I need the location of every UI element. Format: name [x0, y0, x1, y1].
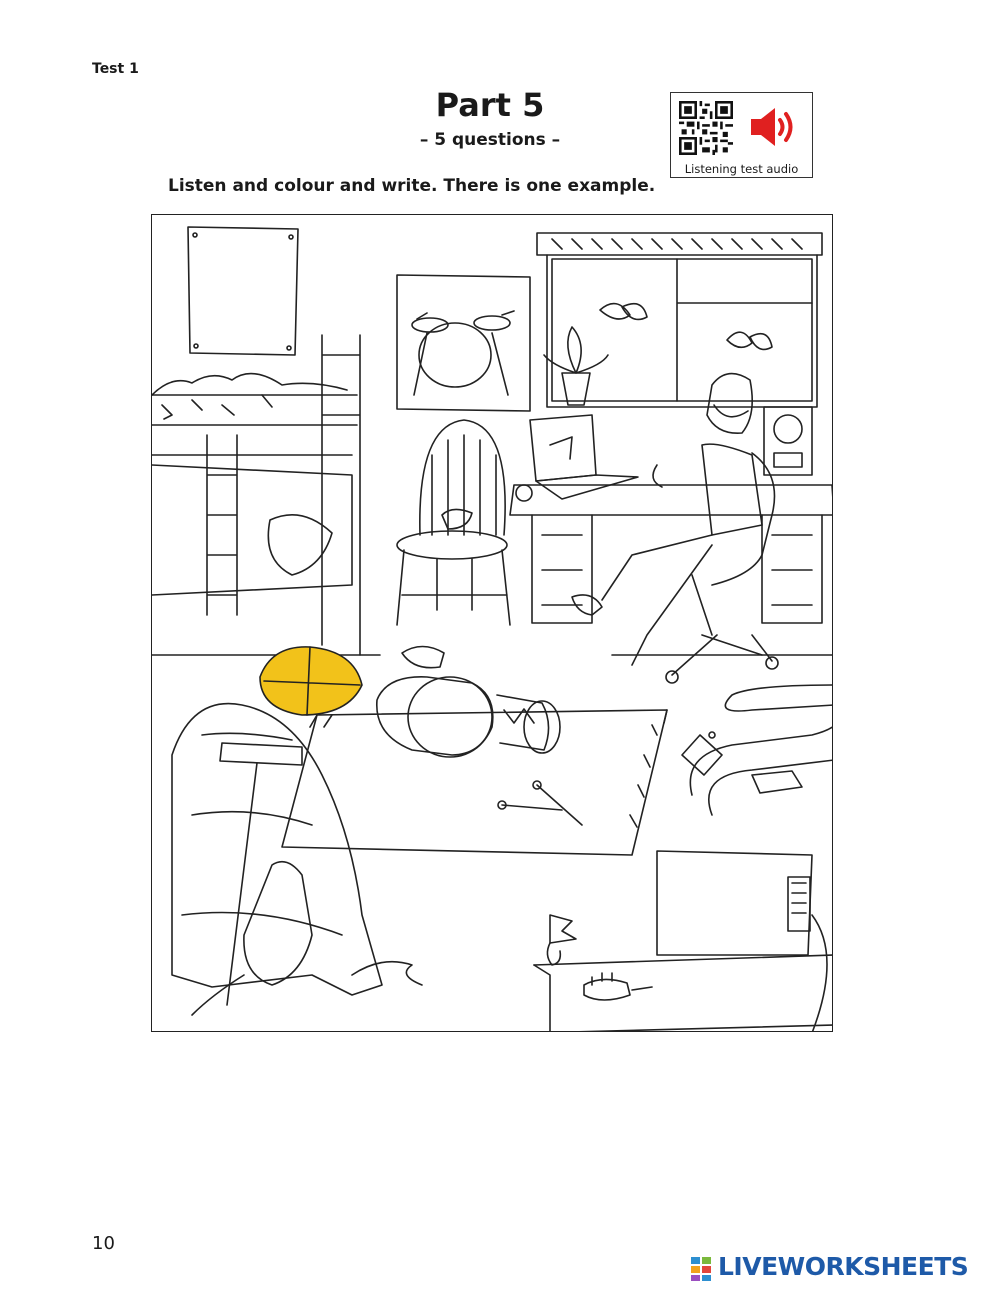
sock	[572, 595, 602, 615]
plant-pot	[544, 327, 608, 405]
part-title: Part 5	[435, 86, 545, 124]
liveworksheets-logo-icon	[690, 1256, 714, 1282]
boy	[602, 374, 778, 683]
brand-text: LIVEWORKSHEETS	[718, 1252, 969, 1281]
page-number: 10	[92, 1233, 115, 1254]
qr-code-icon[interactable]	[679, 101, 733, 155]
bedroom-illustration	[151, 214, 833, 1032]
blank-poster	[188, 227, 298, 355]
race-track	[682, 685, 833, 815]
liveworksheets-brand[interactable]	[690, 1252, 990, 1286]
rug	[282, 710, 667, 855]
yellow-cushion	[260, 647, 362, 715]
audio-caption: Listening test audio	[684, 162, 799, 176]
laptop	[516, 415, 638, 501]
drum-kit-poster	[397, 275, 530, 411]
blanket-broom-cat	[172, 704, 422, 1015]
window	[537, 233, 822, 407]
listening-audio-box[interactable]	[670, 92, 813, 178]
glove	[402, 647, 444, 668]
instruction-text: Listen and colour and write. There is one example.	[168, 176, 656, 196]
speaker-icon[interactable]	[747, 103, 803, 151]
bunk-bed	[152, 335, 360, 655]
tv-and-stand	[534, 851, 833, 1032]
speaker-box	[764, 407, 812, 475]
floor-drums	[377, 677, 582, 825]
test-label: Test 1	[92, 61, 139, 77]
chair	[397, 420, 510, 625]
part-subtitle: – 5 questions –	[419, 130, 561, 150]
